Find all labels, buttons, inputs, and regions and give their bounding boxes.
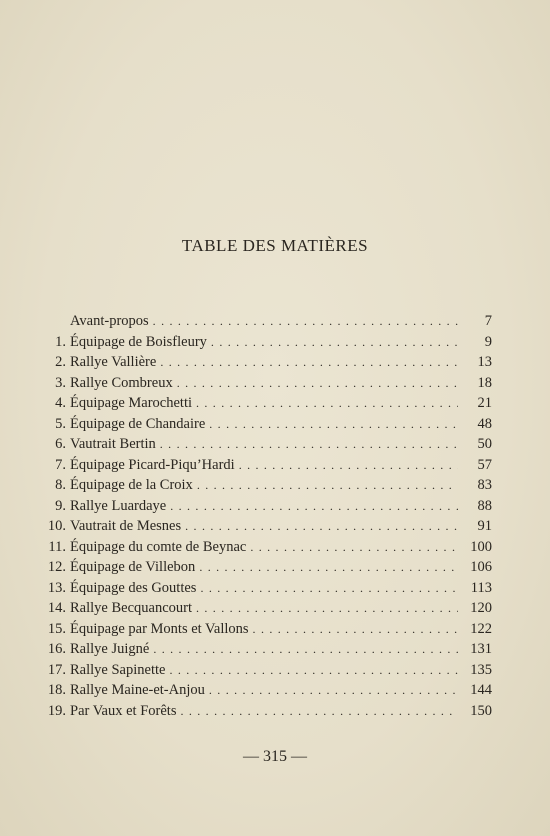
entry-title: Vautrait Bertin [70, 436, 156, 452]
entry-number: 18. [47, 682, 66, 698]
page-number: — 315 — [243, 748, 307, 765]
entry-number: 8. [55, 477, 66, 493]
dot-leader [193, 478, 458, 493]
entry-page: 50 [477, 436, 492, 452]
toc-entry [26, 580, 492, 601]
entry-page: 144 [470, 682, 492, 698]
entry-title: Équipage de la Croix [70, 477, 193, 493]
entry-title: Équipage par Monts et Vallons [70, 620, 249, 637]
entry-number: 6. [55, 436, 66, 452]
entry-title: Équipage des Gouttes [70, 579, 197, 596]
entry-page: 9 [484, 333, 492, 350]
entry-page: 18 [477, 374, 492, 391]
entry-page: 21 [477, 395, 492, 411]
entry-title: Rallye Vallière [70, 354, 157, 370]
dot-leader [207, 335, 458, 350]
entry-page: 113 [470, 579, 492, 596]
entry-title: Vautrait de Mesnes [70, 518, 182, 534]
entry-title: Rallye Sapinette [70, 661, 166, 678]
entry-page: 83 [477, 477, 492, 493]
page-title: TABLE DES MATIÈRES [181, 236, 369, 255]
entry-page: 150 [470, 702, 492, 719]
entry-title: Rallye Luardaye [70, 497, 167, 514]
entry-page: 120 [470, 600, 492, 616]
entry-title: Rallye Maine-et-Anjou [70, 682, 205, 698]
entry-number: 11. [48, 538, 66, 555]
dot-leader [195, 560, 458, 575]
dot-leader [249, 622, 458, 637]
entry-number: 5. [55, 415, 66, 432]
dot-leader [156, 437, 458, 452]
toc-entry [26, 498, 492, 519]
dot-leader [235, 458, 458, 473]
entry-number: 2. [55, 354, 66, 370]
dot-leader [149, 314, 458, 329]
table-of-contents [26, 313, 492, 723]
entry-number: 9. [55, 497, 66, 514]
entry-title: Équipage Picard-Piqu’Hardi [70, 456, 235, 473]
entry-title: Équipage de Villebon [70, 559, 196, 575]
dot-leader [181, 519, 458, 534]
toc-entry [26, 662, 492, 683]
dot-leader [205, 683, 458, 698]
entry-number: 19. [47, 702, 66, 719]
entry-title: Équipage Marochetti [70, 395, 192, 411]
entry-number: 12. [47, 559, 66, 575]
entry-page: 57 [477, 456, 492, 473]
entry-title: Équipage du comte de Beynac [70, 538, 247, 555]
toc-entry [26, 375, 492, 396]
entry-title: Par Vaux et Forêts [70, 702, 177, 719]
toc-entry [26, 559, 492, 580]
dot-leader [192, 601, 458, 616]
toc-entry [26, 641, 492, 662]
entry-number: 7. [55, 456, 66, 473]
dot-leader [166, 499, 458, 514]
entry-number: 1. [55, 333, 66, 350]
toc-entry [26, 703, 492, 724]
entry-title: Équipage de Chandaire [70, 415, 206, 432]
toc-entry [26, 395, 492, 416]
entry-number: 14. [47, 600, 66, 616]
dot-leader [196, 581, 458, 596]
toc-entry [26, 477, 492, 498]
toc-entry [26, 682, 492, 703]
entry-title: Rallye Becquancourt [70, 600, 192, 616]
dot-leader [176, 704, 458, 719]
entry-number: 13. [47, 579, 66, 596]
entry-page: 7 [484, 313, 492, 329]
entry-page: 106 [470, 559, 492, 575]
toc-entry [26, 600, 492, 621]
toc-entry [26, 518, 492, 539]
entry-page: 122 [470, 620, 492, 637]
dot-leader [156, 355, 458, 370]
toc-entry [26, 416, 492, 437]
dot-leader [205, 417, 458, 432]
dot-leader [149, 642, 458, 657]
entry-page: 88 [477, 497, 492, 514]
toc-entry [26, 621, 492, 642]
entry-number: 3. [55, 374, 66, 391]
entry-title: Rallye Combreux [70, 374, 173, 391]
entry-number: 16. [47, 641, 66, 657]
dot-leader [246, 540, 458, 555]
toc-entry [26, 539, 492, 560]
toc-entry [26, 457, 492, 478]
entry-number: 4. [55, 395, 66, 411]
dot-leader [173, 376, 458, 391]
toc-entry [26, 436, 492, 457]
entry-title: Rallye Juigné [70, 641, 150, 657]
entry-page: 131 [470, 641, 492, 657]
entry-page: 100 [470, 538, 492, 555]
entry-number: 15. [47, 620, 66, 637]
entry-page: 48 [477, 415, 492, 432]
entry-page: 13 [477, 354, 492, 370]
toc-entry [26, 313, 492, 334]
entry-title: Équipage de Boisfleury [70, 333, 207, 350]
dot-leader [192, 396, 458, 411]
entry-page: 91 [477, 518, 492, 534]
dot-leader [165, 663, 458, 678]
entry-number: 17. [47, 661, 66, 678]
entry-page: 135 [470, 661, 492, 678]
toc-entry [26, 334, 492, 355]
toc-entry [26, 354, 492, 375]
entry-number: 10. [47, 518, 66, 534]
entry-title: Avant-propos [70, 313, 149, 329]
